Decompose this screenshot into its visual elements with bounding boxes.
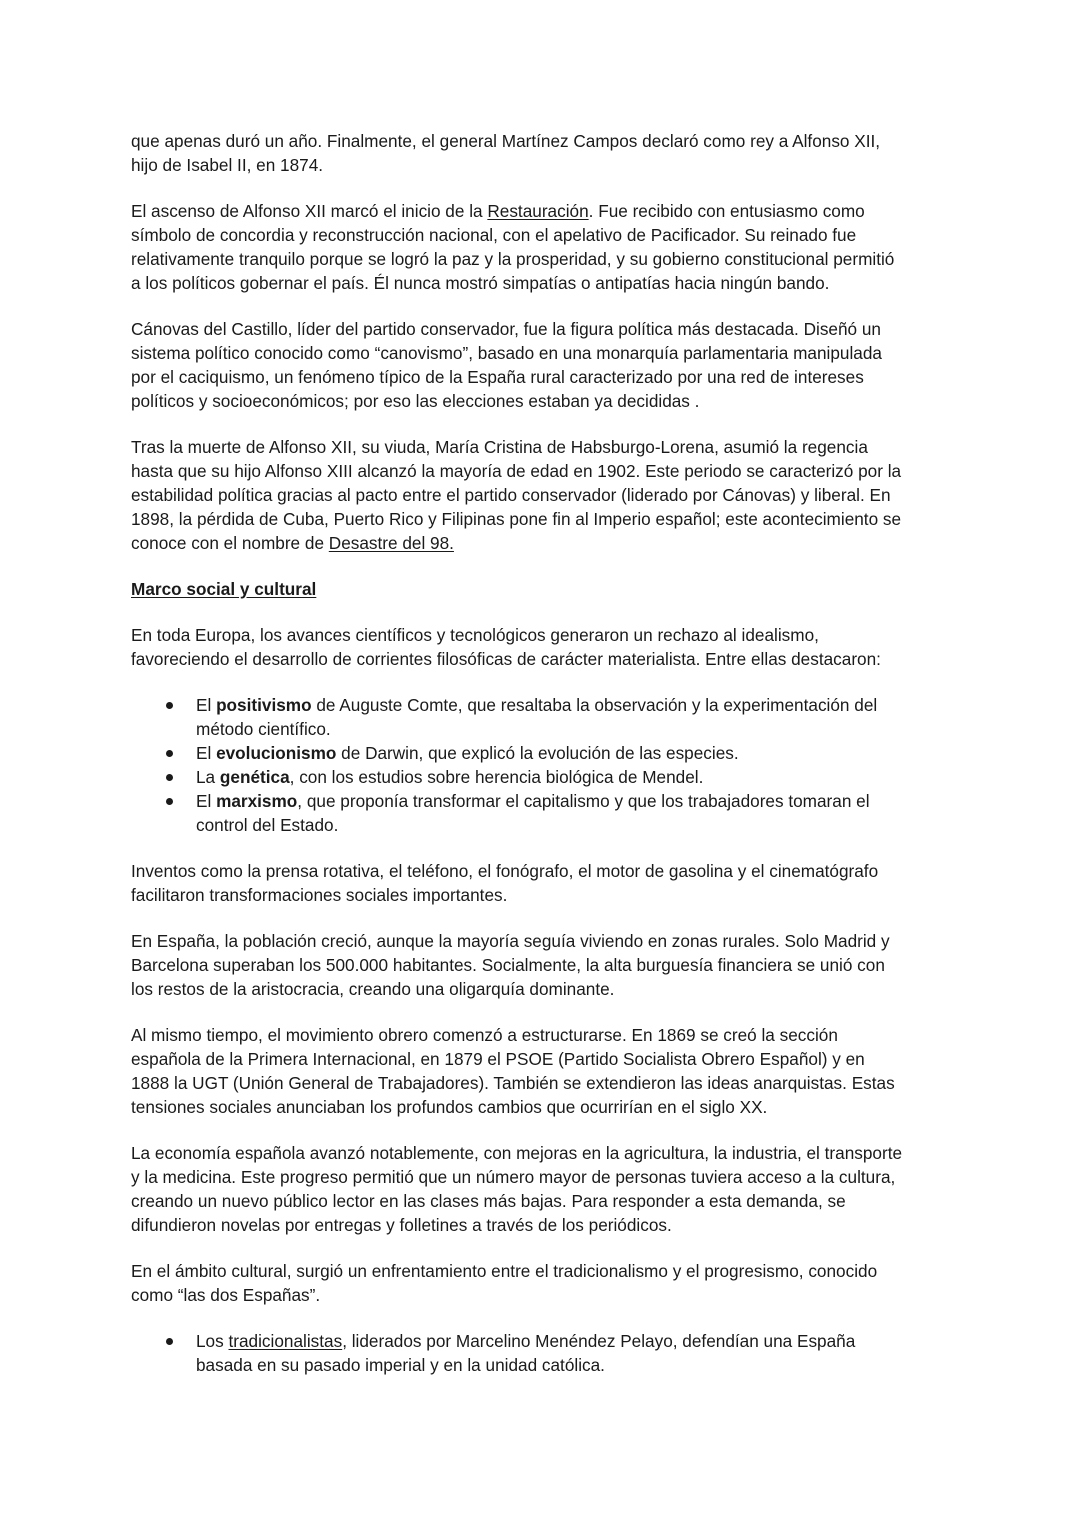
text-line: En España, la población creció, aunque la mayoría seguía viviendo en zonas rurales. Solo Madrid y [131,931,890,951]
bullet-icon [166,750,173,757]
bullet-icon [166,798,173,805]
text-fragment: conoce con el nombre de [131,533,329,553]
text-line: La economía española avanzó notablemente, con mejoras en la agricultura, la industria, el transporte [131,1143,903,1163]
text-line: como “las dos Españas”. [131,1285,321,1305]
text-fragment: , liderados por Marcelino Menéndez Pelayo, defendían una España [342,1331,856,1351]
text-fragment: . Fue recibido con entusiasmo como [588,201,865,221]
text-line: símbolo de concordia y reconstrucción nacional, con el apelativo de Pacificador. Su reinado fue [131,225,857,245]
two-spains-list [131,1329,961,1377]
underlined-term-restauracion: Restauración [487,201,589,221]
text-line: En el ámbito cultural, surgió un enfrentamiento entre el tradicionalismo y el progresismo, conocido [131,1261,878,1281]
bullet-icon [166,702,173,709]
underlined-term-tradicionalistas: tradicionalistas [228,1331,343,1351]
list-item-positivismo [131,693,961,741]
text-line: facilitaron transformaciones sociales importantes. [131,885,508,905]
text-fragment: El ascenso de Alfonso XII marcó el inicio de la [131,201,488,221]
bold-term: marxismo [216,791,298,811]
paragraph-dos-espanas [131,1259,961,1307]
text-line [131,531,961,555]
text-line: control del Estado. [196,815,339,835]
paragraph-restauracion [131,199,961,295]
text-line [196,789,961,813]
text-line: Al mismo tiempo, el movimiento obrero comenzó a estructurarse. En 1869 se creó la sección [131,1025,838,1045]
text-line: favoreciendo el desarrollo de corrientes filosóficas de carácter materialista. Entre ellas destacaron: [131,649,881,669]
paragraph-regencia [131,435,961,555]
paragraph-alfonso-xii-proclamation [131,129,961,177]
text-line: por el caciquismo, un fenómeno típico de la España rural caracterizado por una red de intereses [131,367,864,387]
text-line: los restos de la aristocracia, creando una oligarquía dominante. [131,979,615,999]
document-page [131,129,961,1399]
bullet-icon [166,1338,173,1345]
text-line: sistema político conocido como “canovismo”, basado en una monarquía parlamentaria manipulada [131,343,882,363]
text-line [196,1329,961,1353]
list-item-tradicionalistas [131,1329,961,1377]
text-line [196,741,961,765]
paragraph-economia [131,1141,961,1237]
section-heading-marco-social: Marco social y cultural [131,579,317,599]
text-line: que apenas duró un año. Finalmente, el general Martínez Campos declaró como rey a Alfonso XII, [131,131,881,151]
text-line: y la medicina. Este progreso permitió que un número mayor de personas tuviera acceso a la cultura, [131,1167,896,1187]
text-fragment: , con los estudios sobre herencia biológica de Mendel. [289,767,704,787]
text-line: Barcelona superaban los 500.000 habitantes. Socialmente, la alta burguesía financiera se unió con [131,955,885,975]
text-line: relativamente tranquilo porque se logró la paz y la prosperidad, y su gobierno constitucional permitió [131,249,895,269]
text-fragment: Los [196,1331,229,1351]
paragraph-poblacion [131,929,961,1001]
text-line [196,693,961,717]
text-line: hijo de Isabel II, en 1874. [131,155,324,175]
text-line: 1898, la pérdida de Cuba, Puerto Rico y Filipinas pone fin al Imperio español; este acontecimiento se [131,509,902,529]
text-line: a los políticos gobernar el país. Él nunca mostró simpatías o antipatías hacia ningún bando. [131,273,830,293]
bold-term: positivismo [216,695,312,715]
text-fragment: La [196,767,220,787]
paragraph-inventos [131,859,961,907]
philosophies-list [131,693,961,837]
text-fragment: El [196,743,217,763]
list-item-genetica [131,765,961,789]
text-line: tensiones sociales anunciaban los profundos cambios que ocurrirían en el siglo XX. [131,1097,768,1117]
list-item-marxismo [131,789,961,837]
list-item-evolucionismo [131,741,961,765]
text-line: Tras la muerte de Alfonso XII, su viuda, María Cristina de Habsburgo-Lorena, asumió la regencia [131,437,868,457]
text-fragment: El [196,791,217,811]
text-fragment: de Auguste Comte, que resaltaba la observación y la experimentación del [311,695,878,715]
bullet-icon [166,774,173,781]
text-line: española de la Primera Internacional, en 1879 el PSOE (Partido Socialista Obrero Español) y en [131,1049,865,1069]
text-line: En toda Europa, los avances científicos y tecnológicos generaron un rechazo al idealismo, [131,625,819,645]
bold-term: genética [219,767,290,787]
text-line: Inventos como la prensa rotativa, el teléfono, el fonógrafo, el motor de gasolina y el cinematógrafo [131,861,879,881]
text-line [196,765,961,789]
text-line: políticos y socioeconómicos; por eso las elecciones estaban ya decididas . [131,391,700,411]
underlined-term-desastre-98: Desastre del 98. [328,533,454,553]
text-fragment: de Darwin, que explicó la evolución de las especies. [336,743,739,763]
text-fragment: , que proponía transformar el capitalismo y que los trabajadores tomaran el [297,791,870,811]
paragraph-europa [131,623,961,671]
text-line [131,199,961,223]
text-line: Cánovas del Castillo, líder del partido conservador, fue la figura política más destacada. Diseñó un [131,319,881,339]
paragraph-movimiento-obrero [131,1023,961,1119]
text-line: 1888 la UGT (Unión General de Trabajadores). También se extendieron las ideas anarquistas. Estas [131,1073,895,1093]
text-line: creando un nuevo público lector en las clases más bajas. Para responder a esta demanda, se [131,1191,846,1211]
bold-term: evolucionismo [216,743,337,763]
text-line: estabilidad política gracias al pacto entre el partido conservador (liderado por Cánovas) y liberal. En [131,485,891,505]
text-line: difundieron novelas por entregas y folletines a través de los periódicos. [131,1215,672,1235]
text-fragment: El [196,695,217,715]
text-line: método científico. [196,719,331,739]
paragraph-canovas [131,317,961,413]
text-line: basada en su pasado imperial y en la unidad católica. [196,1355,605,1375]
text-line: hasta que su hijo Alfonso XIII alcanzó la mayoría de edad en 1902. Este periodo se caracterizó por la [131,461,902,481]
